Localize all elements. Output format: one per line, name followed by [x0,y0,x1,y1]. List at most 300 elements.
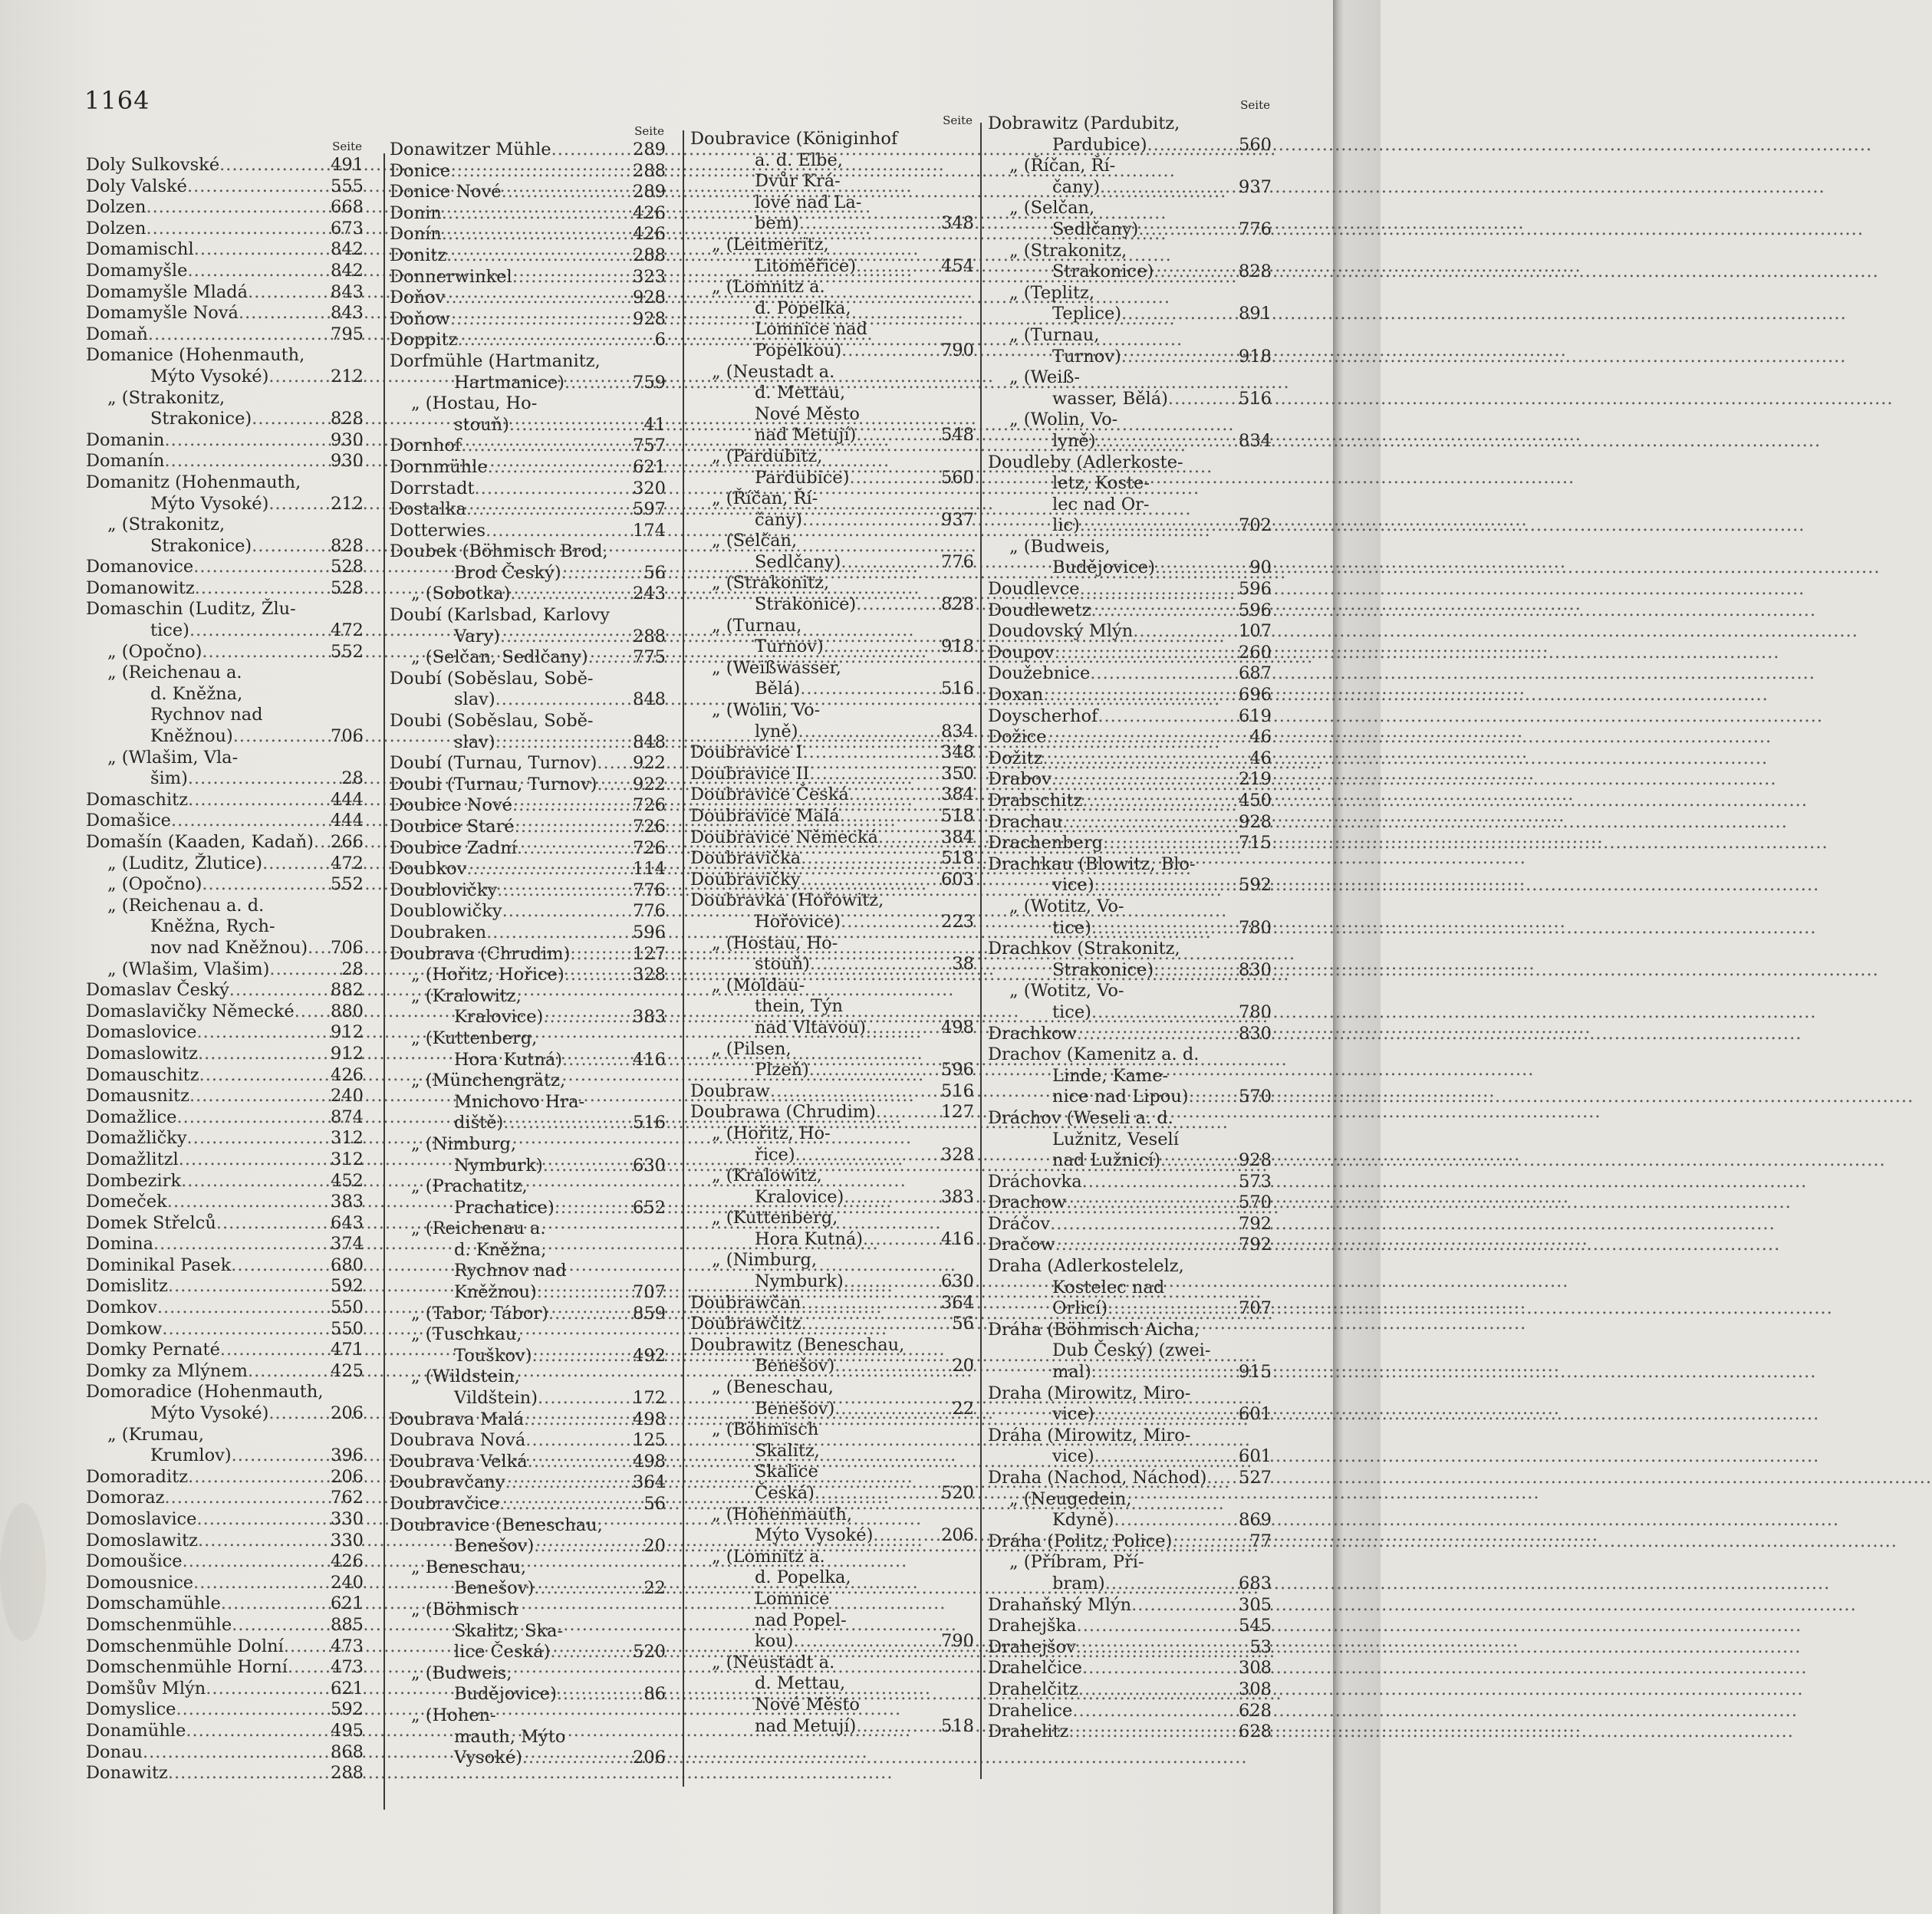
index-entry [988,113,1272,135]
entry-page-number: 922 [633,753,666,774]
leader-dots [198,1531,327,1552]
entry-place-name: Doupov [988,642,1055,663]
entry-place-name: Dorrstadt [390,478,475,498]
entry-place-name: tice) [1052,917,1091,938]
index-entry [988,1616,1272,1637]
entry-place-name: Strakonice) [1052,261,1154,282]
index-entry [690,1399,974,1420]
entry-place-name: „ (Weißwasser, [712,657,841,678]
entry-place-name: „ (Nimburg, [411,1133,517,1154]
leader-dots [562,1050,630,1071]
leader-dots [557,1684,632,1705]
entry-page-number: 628 [1239,1722,1272,1742]
entry-place-name: Doubí (Karlsbad, Karlovy [390,605,610,626]
entry-place-name: Prachatice) [454,1197,555,1218]
entry-place-name: „ (Leitmeritz, [712,234,829,255]
entry-place-name: Domašice [86,811,171,831]
index-entry [86,176,364,198]
leader-dots [1090,663,1236,685]
entry-place-name: Nymburk) [454,1155,543,1176]
entry-place-name: Plzeň) [755,1060,809,1080]
index-entry [988,833,1272,854]
entry-place-name: „ (Prachatitz, [411,1176,528,1197]
index-entry [86,748,364,769]
entry-page-number: 528 [331,577,364,598]
entry-place-name: Doudovský Mlýn [988,621,1134,642]
leader-dots [799,213,938,235]
index-entry [86,663,364,684]
entry-place-name: Doubravičky [690,869,801,890]
index-entry [988,1024,1272,1045]
index-entry [390,1134,666,1156]
index-entry [988,409,1272,431]
entry-place-name: Doubrava Nová [390,1430,526,1451]
leader-dots [488,457,630,479]
index-entry [690,1589,974,1610]
entry-place-name: Draha (Nachod, Náchod) [988,1468,1207,1488]
entry-place-name: „ (Turnau, [712,615,802,636]
entry-place-name: Česká) [755,1483,815,1503]
leader-dots [165,451,328,472]
leader-dots [1094,1404,1236,1426]
entry-place-name: Doudlevce [988,579,1080,600]
entry-place-name: stouň) [454,414,509,435]
leader-dots [1052,769,1236,791]
entry-place-name: Drachkau (Blowitz, Blo- [988,853,1196,874]
index-entry [988,621,1272,643]
entry-page-number: 491 [331,155,364,175]
entry-page-number: 454 [941,255,974,276]
index-entry [690,870,974,891]
entry-place-name: lyně) [1052,430,1096,451]
leader-dots [193,1573,327,1594]
entry-page-number: 46 [1249,727,1272,748]
entry-page-number: 498 [941,1017,974,1038]
leader-dots [801,1314,940,1335]
index-entry [86,1425,364,1446]
entry-place-name: „ (Teplitz, [1009,282,1095,303]
entry-page-number: 848 [633,689,666,710]
entry-page-number: 696 [1239,685,1272,705]
entry-place-name: Donnerwinkel [390,266,512,287]
leader-dots [793,1631,938,1653]
index-entry [690,1145,974,1166]
index-entry [86,938,364,959]
entry-place-name: „ (Strakonitz, [1009,240,1127,261]
entry-place-name: „ (Kralowitz, [411,985,522,1006]
entry-place-name: Doubice Zadní [390,837,517,858]
index-entry [988,960,1272,982]
entry-page-number: 828 [1239,261,1272,282]
leader-dots [878,827,938,849]
index-entry [988,1383,1272,1405]
entry-place-name: Pardubice) [1052,134,1147,155]
entry-place-name: slav) [454,732,495,752]
entry-place-name: čany) [1052,176,1100,197]
index-entry [390,1642,666,1663]
index-entry [690,1250,974,1271]
index-entry [988,1595,1272,1616]
leader-dots [597,774,630,796]
entry-page-number: 495 [331,1720,364,1741]
leader-dots [179,1149,327,1171]
entry-place-name: Litoměřice) [755,255,857,276]
index-entry [988,495,1272,516]
entry-place-name: Dominikal Pasek [86,1255,232,1275]
index-entry [390,1092,666,1113]
index-entry [390,711,666,732]
leader-dots [1043,685,1236,706]
leader-dots [1078,1679,1236,1701]
entry-place-name: nad Vltavou) [755,1017,866,1038]
leader-dots [194,239,327,261]
entry-page-number: 891 [1239,304,1272,324]
index-entry [690,912,974,933]
entry-page-number: 726 [633,817,666,837]
entry-page-number: 498 [633,1409,666,1429]
entry-page-number: 53 [1249,1636,1272,1657]
entry-page-number: 630 [633,1155,666,1176]
entry-page-number: 328 [941,1144,974,1165]
index-entry [86,1149,364,1171]
leader-dots [1160,1150,1236,1172]
index-entry [690,1547,974,1568]
entry-place-name: „ (Turnau, [1009,324,1100,345]
entry-page-number: 288 [633,160,666,181]
entry-page-number: 776 [633,880,666,900]
entry-page-number: 289 [633,182,666,202]
entry-place-name: Draha (Adlerkostelelz, [988,1256,1184,1277]
entry-page-number: 780 [1239,1001,1272,1022]
entry-place-name: Domanitz (Hohenmauth, [86,472,301,492]
leader-dots [1100,177,1236,199]
index-entry [690,129,974,150]
entry-page-number: 601 [1239,1446,1272,1467]
entry-page-number: 596 [1239,600,1272,620]
entry-page-number: 828 [331,409,364,429]
leader-dots [189,620,327,642]
index-entry [86,1531,364,1552]
entry-page-number: 759 [633,372,666,393]
index-entry [690,1039,974,1061]
leader-dots [844,1271,938,1293]
leader-dots [503,1113,630,1134]
index-entry [690,256,974,278]
entry-place-name: Doubí (Soběslau, Sobě- [390,668,594,689]
entry-page-number: 573 [1239,1171,1272,1192]
index-entry [390,1388,666,1409]
index-entry [390,1176,666,1198]
leader-dots [252,536,327,557]
index-entry [86,642,364,663]
entry-place-name: Hora Kutná) [755,1228,864,1249]
entry-page-number: 383 [633,1007,666,1028]
entry-page-number: 471 [331,1340,364,1360]
leader-dots [841,912,938,933]
leader-dots [863,1229,938,1251]
entry-page-number: 125 [633,1430,666,1451]
entry-page-number: 312 [331,1149,364,1169]
entry-page-number: 621 [331,1678,364,1699]
entry-place-name: Benešov) [454,1578,535,1599]
index-entry [86,620,364,642]
entry-place-name: Doubrava Malá [390,1409,524,1429]
index-entry [988,431,1272,452]
entry-place-name: Domkow [86,1318,163,1339]
leader-dots [1043,748,1238,770]
entry-place-name: „ (Strakonitz, [107,387,225,408]
leader-dots [188,768,330,790]
index-entry [988,791,1272,812]
leader-dots [1098,706,1236,728]
entry-place-name: Domanin [86,429,165,450]
entry-place-name: Dobrawitz (Pardubitz, [988,113,1180,133]
entry-place-name: Domousnice [86,1572,194,1593]
seite-label: Seite [943,113,973,127]
index-entry [988,1256,1272,1278]
leader-dots [801,1293,938,1314]
leader-dots [876,1102,938,1123]
index-entry [988,1489,1272,1511]
leader-dots [153,1234,327,1255]
entry-place-name: Donice [390,160,451,181]
entry-page-number: 77 [1249,1531,1272,1551]
entry-place-name: Doubrawčitz [690,1314,801,1334]
entry-place-name: Domažlice [86,1107,177,1127]
entry-place-name: Domoraditz [86,1466,189,1487]
entry-page-number: 912 [331,1022,364,1043]
index-entry [988,389,1272,410]
index-entry [86,896,364,917]
index-entry [390,1240,666,1261]
index-entry [690,975,974,997]
entry-page-number: 22 [952,1398,974,1419]
entry-place-name: Donawitz [86,1763,168,1784]
entry-page-number: 592 [331,1699,364,1720]
entry-page-number: 628 [1239,1700,1272,1721]
index-entry [690,996,974,1018]
entry-place-name: diště) [454,1113,504,1133]
entry-page-number: 426 [633,224,666,245]
entry-page-number: 374 [331,1234,364,1255]
index-entry [86,1171,364,1192]
entry-page-number: 172 [633,1388,666,1409]
entry-place-name: Dub Český) (zwei- [1052,1340,1211,1361]
leader-dots [543,1156,630,1177]
index-entry [988,1108,1272,1130]
index-entry [690,340,974,362]
entry-place-name: Domina [86,1234,154,1255]
leader-dots [512,795,630,817]
leader-dots [231,1255,327,1277]
index-entry [390,1218,666,1240]
entry-place-name: Domoušice [86,1551,183,1572]
entry-page-number: 726 [633,837,666,858]
leader-dots [229,980,327,1001]
paper-stain [0,1503,46,1641]
index-entry [390,753,666,774]
entry-place-name: Kněžna, Rych- [150,916,275,937]
index-entry [988,1552,1272,1574]
entry-place-name: Domaslovice [86,1022,197,1043]
entry-page-number: 550 [331,1297,364,1318]
leader-dots [856,1716,938,1738]
index-entry [690,404,974,426]
entry-page-number: 918 [941,636,974,657]
entry-place-name: Doubrava Velká [390,1451,528,1472]
entry-place-name: d. Kněžna, [454,1239,547,1260]
index-entry [86,1340,364,1361]
entry-place-name: Dráčov [988,1213,1051,1234]
entry-place-name: Doubrawitz (Beneschau, [690,1334,905,1355]
entry-place-name: Drahelčitz [988,1679,1078,1699]
index-entry [988,1510,1272,1531]
entry-page-number: 308 [1239,1679,1272,1699]
entry-place-name: Domamyšle Mladá [86,281,248,302]
leader-dots [495,732,630,754]
leader-dots [809,1060,938,1081]
index-entry [988,1468,1272,1489]
entry-place-name: Domschenmühle Dolní [86,1636,284,1656]
index-entry [988,727,1272,748]
leader-dots [187,176,327,198]
entry-place-name: nad Metují) [755,425,857,446]
index-entry [390,689,666,711]
index-entry [690,954,974,975]
leader-dots [221,1593,327,1615]
index-entry [690,319,974,340]
entry-place-name: Doudleby (Adlerkoste- [988,452,1183,472]
entry-place-name: nad Lužnicí) [1052,1150,1161,1171]
entry-page-number: 596 [633,922,666,942]
index-entry [988,367,1272,389]
leader-dots [457,330,632,351]
index-entry [690,171,974,192]
entry-place-name: Nymburk) [755,1271,844,1292]
leader-dots [543,1007,630,1028]
leader-dots [1154,261,1236,283]
entry-place-name: wasser, Bělá) [1052,388,1168,409]
index-entry [390,1261,666,1282]
entry-page-number: 706 [331,937,364,958]
entry-place-name: „ (Moldau- [712,975,805,995]
entry-place-name: Dornhof [390,436,462,456]
entry-place-name: Nové Město [755,1694,860,1715]
leader-dots [1094,1446,1236,1468]
index-entry [86,367,364,388]
entry-place-name: „ (Lomnitz a. [712,277,825,298]
entry-page-number: 757 [633,436,666,456]
index-entry [690,827,974,849]
leader-dots [284,1636,327,1658]
leader-dots [202,642,327,663]
index-entry [690,1567,974,1589]
entry-place-name: Domaslav Český [86,980,229,1001]
entry-page-number: 621 [331,1593,364,1614]
index-entry [390,1684,666,1705]
leader-dots [1055,643,1236,664]
index-entry [390,1366,666,1388]
entry-place-name: „ (Selčan, Sedlčany) [411,647,588,668]
index-entry [988,1044,1272,1066]
index-entry [86,1297,364,1319]
entry-page-number: 603 [941,869,974,890]
entry-page-number: 212 [331,493,364,514]
entry-page-number: 552 [331,874,364,895]
index-entry [988,854,1272,876]
index-entry [86,515,364,536]
index-entry [390,1028,666,1050]
entry-page-number: 790 [941,1631,974,1652]
index-entry [86,1593,364,1615]
index-entry [390,1050,666,1071]
entry-place-name: Drahelčice [988,1658,1082,1679]
index-entry [690,784,974,806]
entry-page-number: 928 [1239,1150,1272,1171]
entry-place-name: Doubice Staré [390,817,515,837]
index-entry [988,219,1272,241]
entry-place-name: Domoslavice [86,1509,197,1529]
index-entry [988,918,1272,939]
index-entry [86,1636,364,1658]
leader-dots [495,689,630,711]
leader-dots [1082,1658,1236,1679]
leader-dots [168,1276,327,1297]
leader-dots [502,182,630,203]
entry-place-name: vice) [1052,875,1094,896]
entry-place-name: Hartmanice) [454,372,564,393]
entry-page-number: 305 [1239,1594,1272,1615]
leader-dots [850,468,939,489]
entry-place-name: Benešov) [454,1536,535,1557]
entry-place-name: Donice Nové [390,182,502,202]
index-entry [988,748,1272,770]
index-entry [988,600,1272,622]
entry-page-number: 330 [331,1509,364,1529]
index-entry [690,362,974,383]
entry-place-name: „ (Münchengrätz, [411,1070,566,1091]
leader-dots [1189,1087,1236,1108]
entry-page-number: 223 [941,911,974,932]
index-entry [390,1282,666,1304]
index-entry [86,1445,364,1467]
entry-place-name: Domamyšle Nová [86,303,239,324]
index-entry [86,261,364,282]
index-entry [390,393,666,415]
leader-dots [1114,1510,1236,1531]
index-entry [988,1574,1272,1595]
index-entry [390,901,666,922]
entry-place-name: Donitz [390,245,447,265]
entry-place-name: Dombezirk [86,1170,182,1191]
entry-page-number: 426 [331,1551,364,1572]
entry-place-name: Donau [86,1741,143,1762]
entry-place-name: „ (Reichenau a. d. [107,895,265,916]
index-entry [690,531,974,552]
entry-place-name: Turnov) [1052,346,1121,367]
index-entry [390,245,666,267]
leader-dots [849,784,938,806]
index-entry [690,616,974,637]
entry-place-name: tice) [150,620,189,641]
index-entry [690,1060,974,1081]
entry-page-number: 922 [633,774,666,794]
entry-place-name: Dostalka [390,499,466,520]
index-entry [86,303,364,324]
entry-page-number: 830 [1239,1023,1272,1044]
entry-place-name: Skalitz, [755,1440,820,1461]
entry-page-number: 528 [331,557,364,577]
